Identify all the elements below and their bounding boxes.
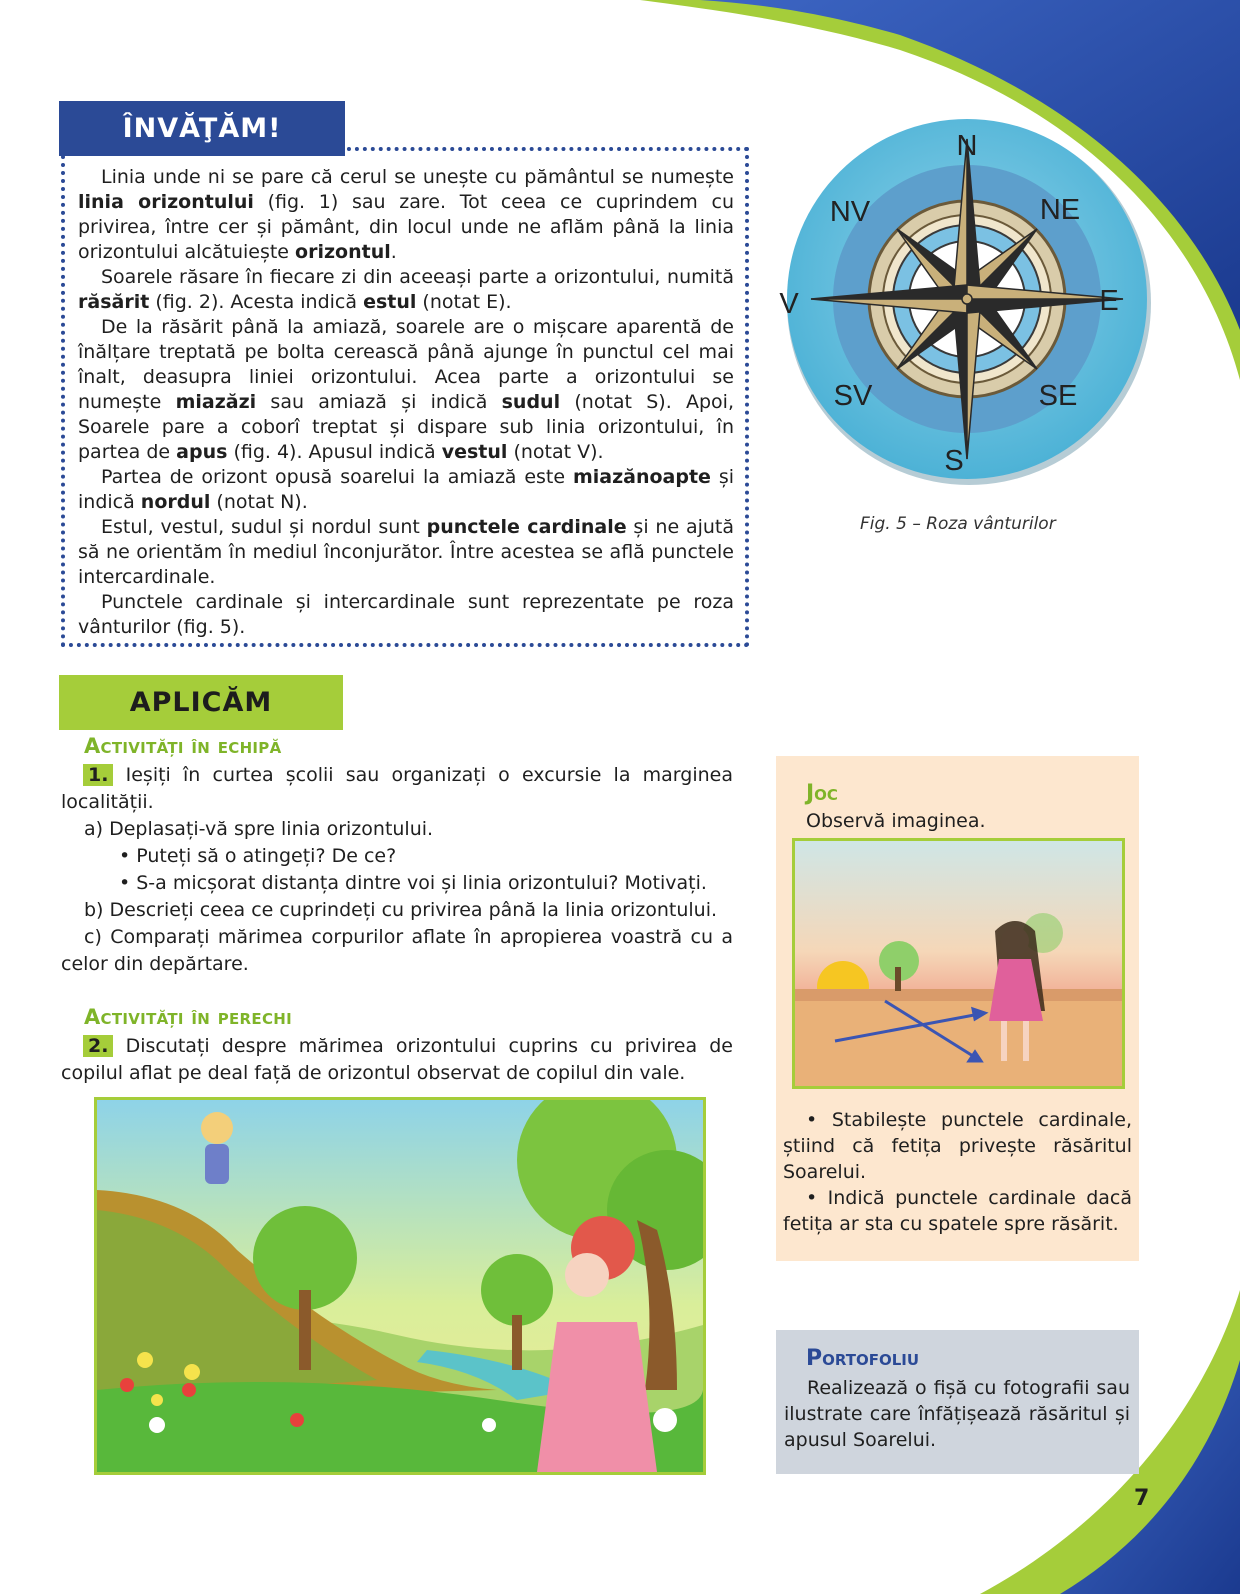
compass-rose-figure (779, 113, 1159, 493)
activity-1-body: 1. Ieșiți în curtea școlii sau organizați o excursie la marginea localității. a) Deplasați-vă spre linia orizontului. • Puteți să o atingeți? De ce? • S-a micșorat distanța dintre voi și linia orizontului? Motivați. b) Descrieți ceea ce cuprindeți cu privirea până la linia orizontului. c) Comparați mărimea corpurilor aflate în apropierea voastră cu a celor din depărtare. (61, 764, 733, 975)
activity-number: 2. (83, 1035, 113, 1057)
compass-label-se: SE (1038, 380, 1078, 412)
compass-label-ne: NE (1039, 194, 1081, 226)
joc-bullet: • Stabilește punctele cardinale, știind că fetița privește răsăritul Soarelui. (783, 1109, 1132, 1183)
learn-text (78, 165, 734, 640)
portofoliu-text: Realizează o fișă cu fotografii sau ilustrate care înfățișează răsăritul și apusul Soarelui. (784, 1377, 1130, 1451)
compass-label-v: V (779, 288, 799, 320)
compass-label-nv: NV (829, 196, 871, 228)
portofoliu-title: Portofoliu (806, 1346, 920, 1371)
learn-paragraph: De la răsărit până la amiază, soarele are o mișcare aparentă de înălțare treptată pe bolta cerească până ajunge în punctul cel mai înalt, deasupra liniei orizontului. Acea parte a orizontului se numește miazăzi sau amiază și indică sudul (notat S). Apoi, Soarele pare a coborî treptat și dispare sub linia orizontului, în partea de apus (fig. 4). Apusul indică vestul (notat V). (78, 316, 734, 463)
section-header-invatam: ÎNVĂŢĂM! (59, 101, 345, 156)
compass-label-s: S (944, 445, 964, 477)
sunrise-girl-illustration (792, 838, 1125, 1089)
learn-paragraph: Soarele răsare în fiecare zi din aceeași parte a orizontului, numită răsărit (fig. 2). Acesta indică estul (notat E). (78, 266, 734, 313)
activity-2-body: 2. Discutați despre mărimea orizontului cuprins cu privirea de copilul aflat pe deal față de orizontul observat de copilul din vale. (61, 1035, 733, 1084)
section-header-aplicam: APLICĂM (59, 675, 343, 730)
activity-1-title: Activități în echipă (84, 734, 282, 758)
page-number: 7 (1134, 1486, 1150, 1511)
joc-bullet: • Indică punctele cardinale dacă fetița ar sta cu spatele spre răsărit. (783, 1187, 1132, 1235)
activity-number: 1. (83, 764, 113, 786)
learn-paragraph: Linia unde ni se pare că cerul se unește cu pământul se numește linia orizontului (fig. 1) sau zare. Tot ceea ce cuprindem cu privirea, între cer și pământ, din locul unde ne aflăm până la linia orizontului alcătuiește orizontul. (78, 166, 734, 263)
learn-paragraph: Punctele cardinale și intercardinale sunt reprezentate pe roza vânturilor (fig. 5). (78, 591, 734, 638)
landscape-illustration (94, 1097, 706, 1475)
compass-label-n: N (956, 130, 978, 162)
figure-caption: Fig. 5 – Roza vânturilor (860, 514, 1056, 534)
joc-subtitle: Observă imaginea. (806, 810, 986, 832)
joc-text (783, 1107, 1132, 1237)
activity-2-title: Activități în perechi (84, 1005, 292, 1029)
learn-paragraph: Estul, vestul, sudul și nordul sunt punctele cardinale și ne ajută să ne orientăm în mediul înconjurător. Între acestea se află punctele intercardinale. (78, 516, 734, 588)
compass-label-e: E (1099, 285, 1119, 317)
learn-paragraph: Partea de orizont opusă soarelui la amiază este miazănoapte și indică nordul (notat N). (78, 466, 735, 513)
compass-label-sv: SV (833, 380, 873, 412)
joc-title: Joc (806, 781, 838, 806)
